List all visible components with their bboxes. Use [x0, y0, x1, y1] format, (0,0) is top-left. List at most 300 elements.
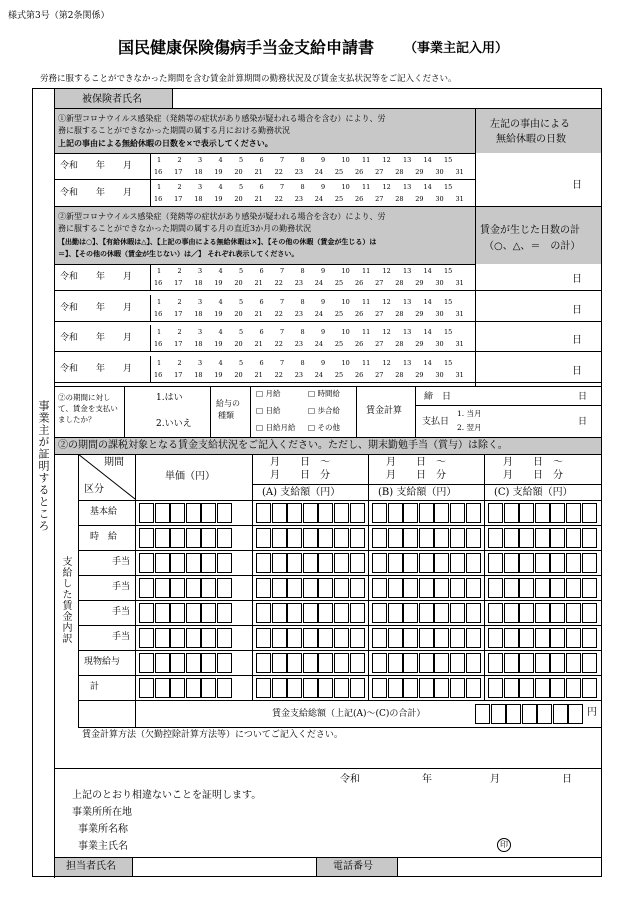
amount-digit-cell[interactable]: [419, 603, 434, 623]
amount-digit-cell[interactable]: [388, 553, 403, 573]
amount-digit-cell[interactable]: [535, 528, 550, 548]
day-number[interactable]: 23: [294, 195, 303, 203]
amount-digit-cell[interactable]: [139, 628, 154, 648]
day-number[interactable]: 31: [455, 310, 464, 318]
day-number[interactable]: 5: [239, 298, 244, 306]
amount-digit-cell[interactable]: [318, 528, 333, 548]
day-number[interactable]: 26: [355, 371, 364, 379]
day-number[interactable]: 28: [395, 340, 404, 348]
amount-digit-cell[interactable]: [272, 628, 287, 648]
total-digit-cell[interactable]: [553, 704, 568, 724]
day-number[interactable]: 6: [259, 183, 264, 191]
pay-answer-yes[interactable]: 1.はい: [156, 393, 183, 403]
day-number[interactable]: 24: [314, 168, 324, 176]
amount-digit-cell[interactable]: [350, 553, 365, 573]
day-number[interactable]: 13: [403, 328, 412, 336]
amount-digit-cell[interactable]: [303, 578, 318, 598]
amount-digit-cell[interactable]: [450, 578, 465, 598]
amount-digit-cell[interactable]: [488, 553, 503, 573]
day-number[interactable]: 11: [362, 328, 371, 336]
day-number[interactable]: 20: [234, 340, 243, 348]
amount-digit-cell[interactable]: [582, 578, 597, 598]
day-number[interactable]: 1: [157, 156, 162, 164]
day-number[interactable]: 28: [395, 310, 404, 318]
day-number[interactable]: 22: [274, 340, 283, 348]
day-number[interactable]: 16: [154, 195, 163, 203]
amount-digit-cell[interactable]: [535, 503, 550, 523]
amount-digit-cell[interactable]: [201, 603, 216, 623]
day-number[interactable]: 29: [415, 310, 424, 318]
amount-digit-cell[interactable]: [372, 603, 387, 623]
day-number[interactable]: 13: [403, 298, 412, 306]
day-number[interactable]: 16: [154, 310, 163, 318]
amount-digit-cell[interactable]: [139, 503, 154, 523]
day-number[interactable]: 9: [321, 267, 326, 275]
day-number[interactable]: 25: [334, 371, 344, 379]
amount-digit-cell[interactable]: [372, 653, 387, 673]
amount-digit-cell[interactable]: [566, 553, 581, 573]
amount-digit-cell[interactable]: [155, 603, 170, 623]
day-number[interactable]: 17: [174, 168, 183, 176]
day-number[interactable]: 10: [341, 359, 350, 367]
day-number[interactable]: 21: [254, 340, 263, 348]
day-number[interactable]: 27: [375, 340, 384, 348]
day-number[interactable]: 3: [198, 156, 203, 164]
amount-digit-cell[interactable]: [450, 603, 465, 623]
amount-digit-cell[interactable]: [466, 653, 481, 673]
amount-digit-cell[interactable]: [201, 628, 216, 648]
day-number[interactable]: 15: [444, 359, 453, 367]
day-number[interactable]: 6: [259, 359, 264, 367]
day-number[interactable]: 13: [403, 183, 412, 191]
amount-digit-cell[interactable]: [550, 678, 565, 698]
amount-digit-cell[interactable]: [272, 678, 287, 698]
amount-digit-cell[interactable]: [170, 578, 185, 598]
day-number[interactable]: 6: [259, 328, 264, 336]
amount-digit-cell[interactable]: [566, 603, 581, 623]
amount-digit-cell[interactable]: [488, 578, 503, 598]
day-number[interactable]: 6: [259, 156, 264, 164]
amount-digit-cell[interactable]: [256, 553, 271, 573]
amount-digit-cell[interactable]: [434, 553, 449, 573]
amount-digit-cell[interactable]: [155, 578, 170, 598]
amount-digit-cell[interactable]: [201, 528, 216, 548]
day-number[interactable]: 26: [355, 195, 364, 203]
amount-digit-cell[interactable]: [504, 528, 519, 548]
day-number[interactable]: 17: [174, 279, 183, 287]
amount-digit-cell[interactable]: [201, 678, 216, 698]
day-number[interactable]: 22: [274, 279, 283, 287]
day-number[interactable]: 17: [174, 371, 183, 379]
amount-digit-cell[interactable]: [201, 578, 216, 598]
amount-digit-cell[interactable]: [582, 528, 597, 548]
s2-paid-days-unit[interactable]: 日: [572, 335, 582, 346]
day-number[interactable]: 9: [321, 328, 326, 336]
amount-digit-cell[interactable]: [170, 678, 185, 698]
payday-option-next[interactable]: 2. 翌月: [457, 423, 482, 432]
day-number[interactable]: 29: [415, 340, 424, 348]
amount-digit-cell[interactable]: [550, 628, 565, 648]
wage-type-daily-monthly[interactable]: □ 日給月給: [256, 423, 296, 432]
amount-digit-cell[interactable]: [434, 603, 449, 623]
amount-digit-cell[interactable]: [403, 678, 418, 698]
amount-digit-cell[interactable]: [287, 653, 302, 673]
day-number[interactable]: 8: [300, 298, 305, 306]
amount-digit-cell[interactable]: [287, 553, 302, 573]
day-number[interactable]: 19: [214, 340, 223, 348]
day-number[interactable]: 10: [341, 328, 350, 336]
day-number[interactable]: 19: [214, 371, 223, 379]
day-number[interactable]: 2: [177, 156, 182, 164]
day-number[interactable]: 11: [362, 183, 371, 191]
amount-digit-cell[interactable]: [434, 528, 449, 548]
day-number[interactable]: 16: [154, 168, 163, 176]
amount-digit-cell[interactable]: [334, 678, 349, 698]
amount-digit-cell[interactable]: [450, 503, 465, 523]
day-number[interactable]: 3: [198, 328, 203, 336]
amount-digit-cell[interactable]: [186, 553, 201, 573]
day-number[interactable]: 15: [444, 267, 453, 275]
day-number[interactable]: 24: [314, 340, 324, 348]
day-number[interactable]: 5: [239, 328, 244, 336]
amount-digit-cell[interactable]: [466, 528, 481, 548]
amount-digit-cell[interactable]: [350, 653, 365, 673]
amount-digit-cell[interactable]: [186, 503, 201, 523]
amount-digit-cell[interactable]: [504, 553, 519, 573]
s1-unpaid-days-unit[interactable]: 日: [572, 180, 582, 191]
amount-digit-cell[interactable]: [318, 578, 333, 598]
day-number[interactable]: 2: [177, 328, 182, 336]
amount-digit-cell[interactable]: [535, 653, 550, 673]
amount-digit-cell[interactable]: [372, 528, 387, 548]
amount-digit-cell[interactable]: [550, 553, 565, 573]
day-number[interactable]: 31: [455, 168, 464, 176]
total-digit-cell[interactable]: [537, 704, 552, 724]
s2-paid-days-unit[interactable]: 日: [572, 305, 582, 316]
amount-digit-cell[interactable]: [582, 653, 597, 673]
day-number[interactable]: 5: [239, 267, 244, 275]
amount-digit-cell[interactable]: [303, 528, 318, 548]
amount-digit-cell[interactable]: [466, 603, 481, 623]
amount-digit-cell[interactable]: [334, 503, 349, 523]
amount-digit-cell[interactable]: [272, 553, 287, 573]
day-number[interactable]: 7: [280, 267, 285, 275]
day-number[interactable]: 5: [239, 156, 244, 164]
amount-digit-cell[interactable]: [466, 553, 481, 573]
day-number[interactable]: 20: [234, 279, 243, 287]
amount-digit-cell[interactable]: [334, 653, 349, 673]
amount-digit-cell[interactable]: [170, 603, 185, 623]
amount-digit-cell[interactable]: [434, 653, 449, 673]
amount-digit-cell[interactable]: [272, 603, 287, 623]
s1-month-row[interactable]: [54, 153, 602, 179]
day-number[interactable]: 26: [355, 279, 364, 287]
amount-digit-cell[interactable]: [388, 628, 403, 648]
day-number[interactable]: 16: [154, 340, 163, 348]
total-digit-cell[interactable]: [491, 704, 506, 724]
amount-digit-cell[interactable]: [488, 528, 503, 548]
day-number[interactable]: 17: [174, 340, 183, 348]
amount-digit-cell[interactable]: [535, 553, 550, 573]
amount-digit-cell[interactable]: [155, 553, 170, 573]
amount-digit-cell[interactable]: [256, 528, 271, 548]
day-number[interactable]: 15: [444, 156, 453, 164]
day-number[interactable]: 24: [314, 279, 324, 287]
amount-digit-cell[interactable]: [519, 678, 534, 698]
amount-digit-cell[interactable]: [334, 578, 349, 598]
amount-digit-cell[interactable]: [303, 503, 318, 523]
amount-digit-cell[interactable]: [303, 678, 318, 698]
amount-digit-cell[interactable]: [155, 678, 170, 698]
amount-digit-cell[interactable]: [582, 553, 597, 573]
s2-month-row[interactable]: [54, 295, 602, 321]
amount-digit-cell[interactable]: [566, 628, 581, 648]
day-number[interactable]: 7: [280, 183, 285, 191]
day-number[interactable]: 29: [415, 168, 424, 176]
amount-digit-cell[interactable]: [217, 603, 232, 623]
amount-digit-cell[interactable]: [519, 553, 534, 573]
amount-digit-cell[interactable]: [466, 503, 481, 523]
day-number[interactable]: 6: [259, 298, 264, 306]
day-number[interactable]: 19: [214, 279, 223, 287]
day-number[interactable]: 20: [234, 195, 243, 203]
amount-digit-cell[interactable]: [272, 503, 287, 523]
payday-option-current[interactable]: 1. 当月: [457, 409, 482, 418]
amount-digit-cell[interactable]: [201, 503, 216, 523]
amount-digit-cell[interactable]: [287, 603, 302, 623]
day-number[interactable]: 25: [334, 195, 344, 203]
day-number[interactable]: 10: [341, 298, 350, 306]
amount-digit-cell[interactable]: [334, 628, 349, 648]
amount-digit-cell[interactable]: [535, 678, 550, 698]
day-number[interactable]: 25: [334, 279, 344, 287]
amount-digit-cell[interactable]: [434, 578, 449, 598]
day-number[interactable]: 22: [274, 371, 283, 379]
amount-digit-cell[interactable]: [372, 553, 387, 573]
amount-digit-cell[interactable]: [318, 653, 333, 673]
amount-digit-cell[interactable]: [419, 578, 434, 598]
amount-digit-cell[interactable]: [504, 653, 519, 673]
amount-digit-cell[interactable]: [434, 678, 449, 698]
day-number[interactable]: 10: [341, 183, 350, 191]
day-number[interactable]: 14: [423, 359, 432, 367]
amount-digit-cell[interactable]: [186, 628, 201, 648]
amount-digit-cell[interactable]: [419, 628, 434, 648]
day-number[interactable]: 3: [198, 359, 203, 367]
amount-digit-cell[interactable]: [272, 528, 287, 548]
day-number[interactable]: 11: [362, 267, 371, 275]
amount-digit-cell[interactable]: [450, 678, 465, 698]
day-number[interactable]: 14: [423, 267, 432, 275]
amount-digit-cell[interactable]: [450, 528, 465, 548]
day-number[interactable]: 2: [177, 183, 182, 191]
amount-digit-cell[interactable]: [488, 503, 503, 523]
day-number[interactable]: 4: [218, 156, 223, 164]
amount-digit-cell[interactable]: [582, 503, 597, 523]
amount-digit-cell[interactable]: [303, 653, 318, 673]
day-number[interactable]: 5: [239, 359, 244, 367]
day-number[interactable]: 28: [395, 168, 404, 176]
day-number[interactable]: 23: [294, 310, 303, 318]
amount-digit-cell[interactable]: [488, 628, 503, 648]
day-number[interactable]: 3: [198, 267, 203, 275]
amount-digit-cell[interactable]: [350, 503, 365, 523]
day-number[interactable]: 26: [355, 168, 364, 176]
day-number[interactable]: 12: [382, 298, 391, 306]
total-digit-cell[interactable]: [475, 704, 490, 724]
amount-digit-cell[interactable]: [566, 578, 581, 598]
day-number[interactable]: 20: [234, 310, 243, 318]
amount-digit-cell[interactable]: [287, 678, 302, 698]
wage-type-other[interactable]: □ その他: [308, 423, 340, 432]
amount-digit-cell[interactable]: [535, 628, 550, 648]
amount-digit-cell[interactable]: [201, 553, 216, 573]
day-number[interactable]: 16: [154, 279, 163, 287]
day-number[interactable]: 15: [444, 298, 453, 306]
amount-digit-cell[interactable]: [256, 653, 271, 673]
amount-digit-cell[interactable]: [372, 578, 387, 598]
amount-digit-cell[interactable]: [550, 503, 565, 523]
amount-digit-cell[interactable]: [388, 528, 403, 548]
amount-digit-cell[interactable]: [434, 628, 449, 648]
amount-digit-cell[interactable]: [519, 628, 534, 648]
amount-digit-cell[interactable]: [504, 578, 519, 598]
day-number[interactable]: 4: [218, 328, 223, 336]
day-number[interactable]: 31: [455, 371, 464, 379]
day-number[interactable]: 3: [198, 298, 203, 306]
amount-digit-cell[interactable]: [372, 503, 387, 523]
amount-digit-cell[interactable]: [155, 528, 170, 548]
day-number[interactable]: 31: [455, 279, 464, 287]
day-number[interactable]: 14: [423, 183, 432, 191]
day-number[interactable]: 12: [382, 156, 391, 164]
amount-digit-cell[interactable]: [303, 553, 318, 573]
amount-digit-cell[interactable]: [287, 503, 302, 523]
day-number[interactable]: 30: [435, 195, 444, 203]
amount-digit-cell[interactable]: [403, 653, 418, 673]
amount-digit-cell[interactable]: [419, 678, 434, 698]
day-number[interactable]: 15: [444, 328, 453, 336]
total-digit-cell[interactable]: [522, 704, 537, 724]
s2-month-label[interactable]: 令和 年 月: [60, 364, 133, 374]
amount-digit-cell[interactable]: [535, 578, 550, 598]
amount-digit-cell[interactable]: [566, 503, 581, 523]
amount-digit-cell[interactable]: [186, 528, 201, 548]
total-digit-cell[interactable]: [506, 704, 521, 724]
amount-digit-cell[interactable]: [504, 628, 519, 648]
amount-digit-cell[interactable]: [350, 603, 365, 623]
day-number[interactable]: 14: [423, 328, 432, 336]
wage-type-daily[interactable]: □ 日給: [256, 406, 281, 415]
day-number[interactable]: 23: [294, 168, 303, 176]
amount-digit-cell[interactable]: [303, 628, 318, 648]
amount-digit-cell[interactable]: [139, 578, 154, 598]
amount-digit-cell[interactable]: [155, 628, 170, 648]
day-number[interactable]: 20: [234, 168, 243, 176]
amount-digit-cell[interactable]: [504, 603, 519, 623]
amount-digit-cell[interactable]: [488, 603, 503, 623]
pay-answer-no[interactable]: 2.いいえ: [156, 419, 192, 429]
amount-digit-cell[interactable]: [403, 628, 418, 648]
day-number[interactable]: 1: [157, 267, 162, 275]
day-number[interactable]: 24: [314, 195, 324, 203]
day-number[interactable]: 21: [254, 310, 263, 318]
day-number[interactable]: 25: [334, 340, 344, 348]
day-number[interactable]: 21: [254, 168, 263, 176]
day-number[interactable]: 29: [415, 279, 424, 287]
amount-digit-cell[interactable]: [519, 528, 534, 548]
day-number[interactable]: 22: [274, 310, 283, 318]
amount-digit-cell[interactable]: [334, 603, 349, 623]
day-number[interactable]: 8: [300, 267, 305, 275]
amount-digit-cell[interactable]: [519, 653, 534, 673]
amount-digit-cell[interactable]: [403, 553, 418, 573]
day-number[interactable]: 1: [157, 298, 162, 306]
amount-digit-cell[interactable]: [318, 628, 333, 648]
amount-digit-cell[interactable]: [170, 528, 185, 548]
day-number[interactable]: 4: [218, 267, 223, 275]
amount-digit-cell[interactable]: [170, 503, 185, 523]
day-number[interactable]: 4: [218, 298, 223, 306]
amount-digit-cell[interactable]: [139, 553, 154, 573]
day-number[interactable]: 1: [157, 328, 162, 336]
day-number[interactable]: 30: [435, 168, 444, 176]
day-number[interactable]: 31: [455, 340, 464, 348]
amount-digit-cell[interactable]: [419, 503, 434, 523]
amount-digit-cell[interactable]: [403, 528, 418, 548]
day-number[interactable]: 7: [280, 359, 285, 367]
amount-digit-cell[interactable]: [303, 603, 318, 623]
amount-digit-cell[interactable]: [217, 578, 232, 598]
day-number[interactable]: 11: [362, 359, 371, 367]
s2-paid-days-unit[interactable]: 日: [572, 274, 582, 285]
amount-digit-cell[interactable]: [519, 578, 534, 598]
amount-digit-cell[interactable]: [550, 528, 565, 548]
amount-digit-cell[interactable]: [256, 503, 271, 523]
day-number[interactable]: 9: [321, 183, 326, 191]
day-number[interactable]: 7: [280, 298, 285, 306]
amount-digit-cell[interactable]: [566, 678, 581, 698]
day-number[interactable]: 8: [300, 156, 305, 164]
amount-digit-cell[interactable]: [318, 503, 333, 523]
amount-digit-cell[interactable]: [350, 578, 365, 598]
day-number[interactable]: 14: [423, 156, 432, 164]
s1-month-label[interactable]: 令和 年 月: [60, 161, 133, 171]
day-number[interactable]: 25: [334, 310, 344, 318]
amount-digit-cell[interactable]: [217, 628, 232, 648]
day-number[interactable]: 19: [214, 310, 223, 318]
day-number[interactable]: 27: [375, 168, 384, 176]
amount-digit-cell[interactable]: [519, 503, 534, 523]
day-number[interactable]: 6: [259, 267, 264, 275]
wage-type-monthly[interactable]: □ 月給: [256, 389, 281, 398]
amount-digit-cell[interactable]: [388, 578, 403, 598]
amount-digit-cell[interactable]: [550, 578, 565, 598]
amount-digit-cell[interactable]: [450, 553, 465, 573]
amount-digit-cell[interactable]: [450, 653, 465, 673]
s2-month-row[interactable]: [54, 356, 602, 382]
day-number[interactable]: 21: [254, 371, 263, 379]
day-number[interactable]: 22: [274, 195, 283, 203]
amount-digit-cell[interactable]: [318, 553, 333, 573]
amount-digit-cell[interactable]: [388, 503, 403, 523]
day-number[interactable]: 14: [423, 298, 432, 306]
amount-digit-cell[interactable]: [550, 653, 565, 673]
day-number[interactable]: 8: [300, 183, 305, 191]
amount-digit-cell[interactable]: [350, 528, 365, 548]
amount-digit-cell[interactable]: [582, 603, 597, 623]
amount-digit-cell[interactable]: [388, 678, 403, 698]
